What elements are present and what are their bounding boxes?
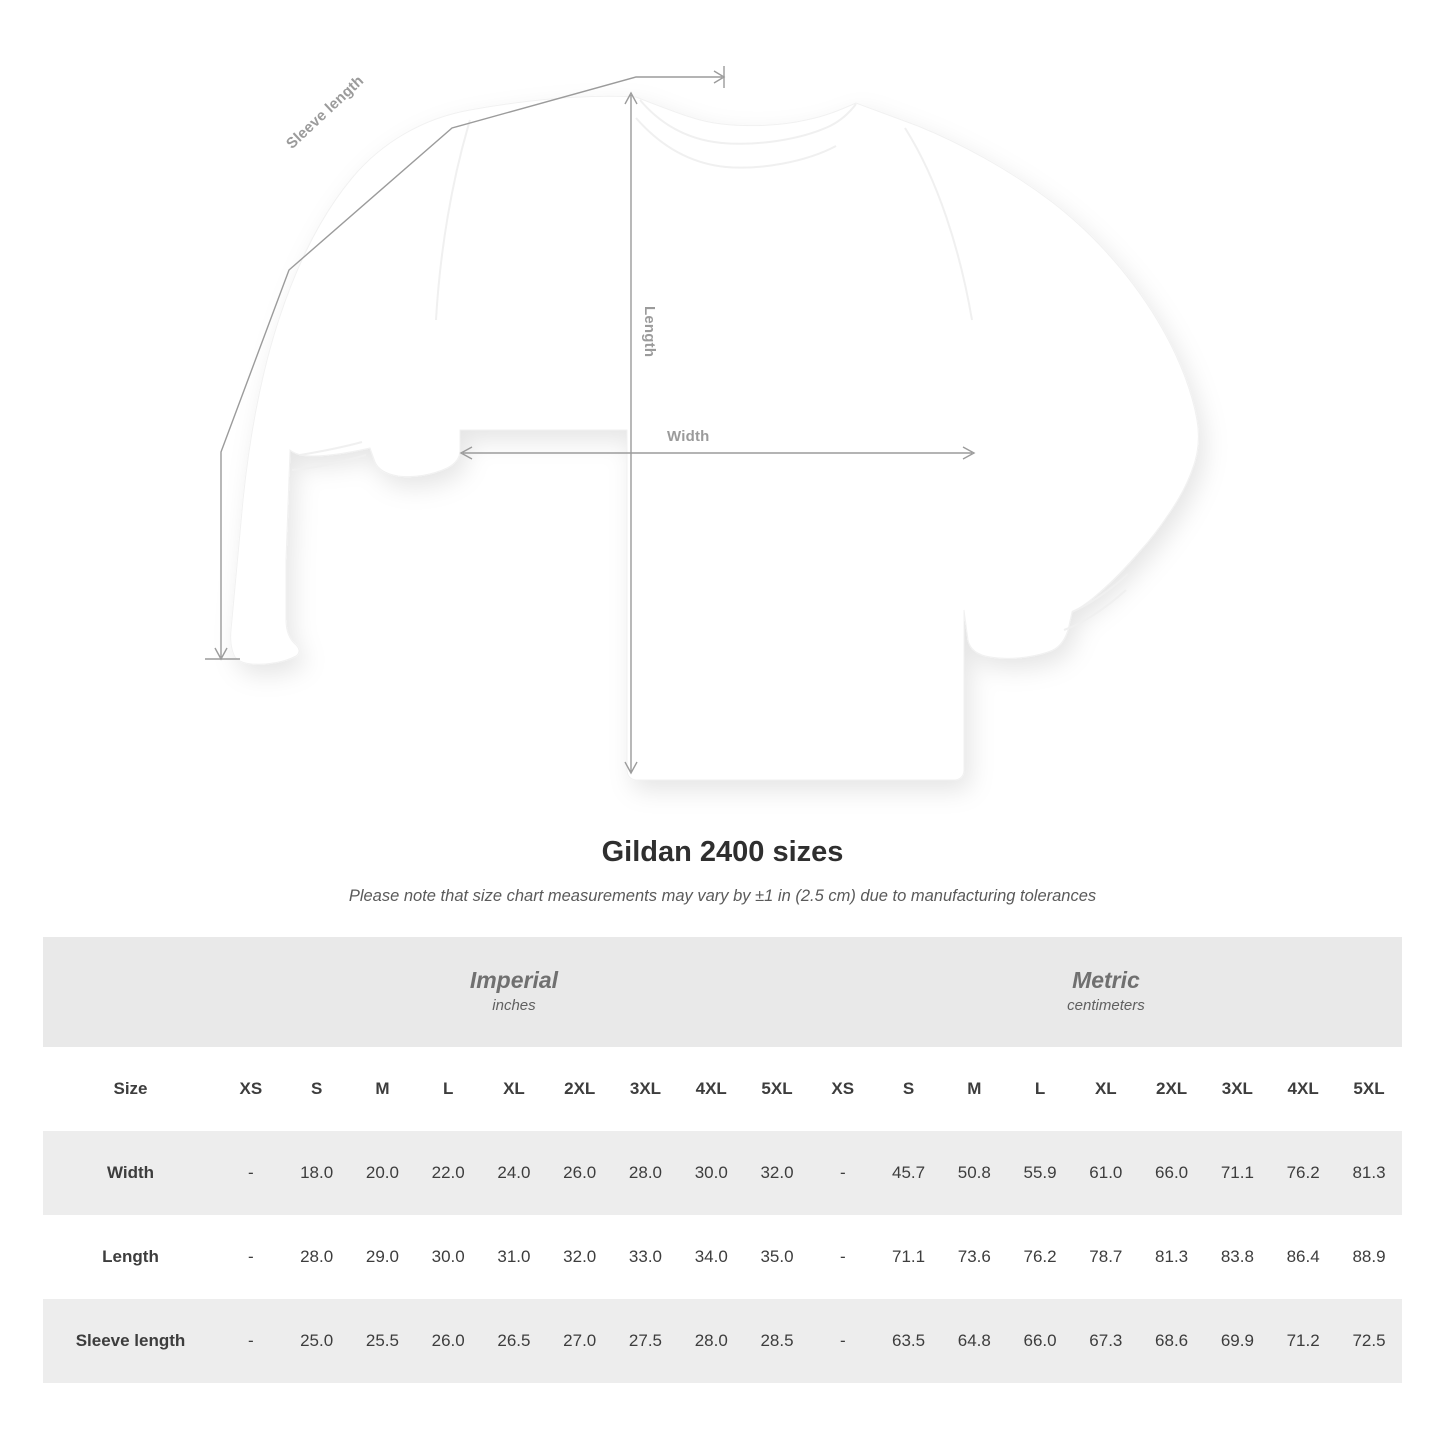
cell-length-metric-4xl: 86.4 [1286,1247,1320,1266]
unit-group-metric-sub: centimeters [1067,997,1145,1015]
size-col-metric-l: L [1034,1079,1046,1098]
size-col-imperial-3xl: 3XL [629,1079,662,1098]
cell-length-imperial-m: 29.0 [365,1247,399,1266]
row-label-sleeve-length: Sleeve length [75,1331,186,1350]
cell-length-imperial-5xl: 35.0 [760,1247,794,1266]
cell-width-metric-xs: - [839,1163,846,1182]
size-col-metric-s: S [902,1079,915,1098]
size-col-metric-4xl: 4XL [1287,1079,1319,1098]
row-label-width: Width [106,1163,155,1182]
cell-sleeve-metric-xs: - [839,1331,846,1350]
cell-sleeve-imperial-2xl: 27.0 [563,1331,597,1350]
size-col-imperial-xs: XS [239,1079,263,1098]
cell-sleeve-imperial-m: 25.5 [365,1331,399,1350]
unit-header-row [43,937,1402,1047]
length-label: Length [641,306,658,358]
cell-sleeve-metric-m: 64.8 [957,1331,991,1350]
cell-sleeve-metric-4xl: 71.2 [1286,1331,1320,1350]
table-row [43,1131,1402,1215]
cell-sleeve-imperial-s: 25.0 [300,1331,334,1350]
cell-sleeve-imperial-4xl: 28.0 [694,1331,728,1350]
cell-sleeve-metric-s: 63.5 [891,1331,926,1350]
cell-sleeve-metric-xl: 67.3 [1089,1331,1123,1350]
cell-sleeve-metric-l: 66.0 [1023,1331,1057,1350]
size-col-metric-2xl: 2XL [1156,1079,1188,1098]
size-col-metric-m: M [967,1079,982,1098]
size-col-metric-xs: XS [831,1079,855,1098]
size-table [43,937,1402,1383]
cell-width-metric-s: 45.7 [891,1163,926,1182]
cell-length-metric-m: 73.6 [957,1247,991,1266]
cell-width-metric-xl: 61.0 [1089,1163,1123,1182]
row-label-length: Length [102,1247,159,1266]
cell-width-metric-m: 50.8 [957,1163,991,1182]
cell-width-metric-3xl: 71.1 [1220,1163,1254,1182]
size-col-metric-xl: XL [1094,1079,1117,1098]
unit-group-metric [810,937,1402,1047]
unit-group-imperial [218,937,810,1047]
width-label: Width [667,428,710,445]
size-col-imperial-l: L [442,1079,454,1098]
cell-width-imperial-xl: 24.0 [497,1163,531,1182]
cell-sleeve-imperial-3xl: 27.5 [628,1331,663,1350]
cell-width-metric-5xl: 81.3 [1352,1163,1386,1182]
size-header-label: Size [113,1079,148,1098]
size-col-imperial-xl: XL [503,1079,525,1098]
size-header-row [43,1047,1402,1131]
unit-group-imperial-name: Imperial [469,966,559,993]
size-col-imperial-2xl: 2XL [564,1079,596,1098]
cell-length-metric-xs: - [839,1247,846,1266]
cell-length-metric-xl: 78.7 [1089,1247,1123,1266]
cell-length-metric-s: 71.1 [891,1247,926,1266]
cell-length-imperial-xs: - [248,1247,254,1266]
title-block [0,836,1445,906]
size-col-metric-5xl: 5XL [1353,1079,1385,1098]
cell-width-imperial-m: 20.0 [365,1163,399,1182]
tolerance-note: Please note that size chart measurements may vary by ±1 in (2.5 cm) due to manufacturing tolerances [348,887,1097,905]
cell-length-imperial-l: 30.0 [431,1247,465,1266]
cell-sleeve-imperial-xl: 26.5 [497,1331,531,1350]
size-col-metric-3xl: 3XL [1221,1079,1253,1098]
cell-width-metric-4xl: 76.2 [1286,1163,1320,1182]
unit-group-metric-name: Metric [1072,966,1140,993]
unit-header-spacer [43,937,218,1047]
cell-width-metric-2xl: 66.0 [1155,1163,1189,1182]
size-col-imperial-s: S [310,1079,323,1098]
cell-length-imperial-xl: 31.0 [497,1247,531,1266]
cell-sleeve-metric-5xl: 72.5 [1352,1331,1386,1350]
cell-length-imperial-s: 28.0 [300,1247,334,1266]
cell-width-imperial-s: 18.0 [300,1163,334,1182]
table-row [43,1215,1402,1299]
cell-sleeve-metric-2xl: 68.6 [1155,1331,1189,1350]
cell-length-imperial-3xl: 33.0 [628,1247,663,1266]
cell-width-imperial-2xl: 26.0 [563,1163,597,1182]
size-col-imperial-m: M [375,1079,390,1098]
cell-length-metric-l: 76.2 [1023,1247,1057,1266]
table-row [43,1299,1402,1383]
cell-sleeve-imperial-l: 26.0 [431,1331,465,1350]
cell-width-metric-l: 55.9 [1023,1163,1057,1182]
cell-length-metric-5xl: 88.9 [1352,1247,1386,1266]
cell-length-imperial-2xl: 32.0 [563,1247,597,1266]
cell-length-imperial-4xl: 34.0 [694,1247,728,1266]
cell-length-metric-2xl: 81.3 [1155,1247,1189,1266]
cell-length-metric-3xl: 83.8 [1220,1247,1254,1266]
cell-width-imperial-4xl: 30.0 [694,1163,728,1182]
size-col-imperial-5xl: 5XL [761,1079,793,1098]
size-col-imperial-4xl: 4XL [695,1079,727,1098]
unit-group-imperial-sub: inches [492,997,536,1015]
cell-width-imperial-3xl: 28.0 [628,1163,663,1182]
cell-width-imperial-5xl: 32.0 [760,1163,794,1182]
cell-width-imperial-l: 22.0 [431,1163,465,1182]
cell-sleeve-imperial-xs: - [248,1331,254,1350]
cell-sleeve-imperial-5xl: 28.5 [760,1331,794,1350]
size-table-container [43,937,1402,1383]
cell-width-imperial-xs: - [248,1163,254,1182]
page-title: Gildan 2400 sizes [601,836,844,868]
cell-sleeve-metric-3xl: 69.9 [1220,1331,1254,1350]
sleeve-length-label: Sleeve length [283,72,368,153]
